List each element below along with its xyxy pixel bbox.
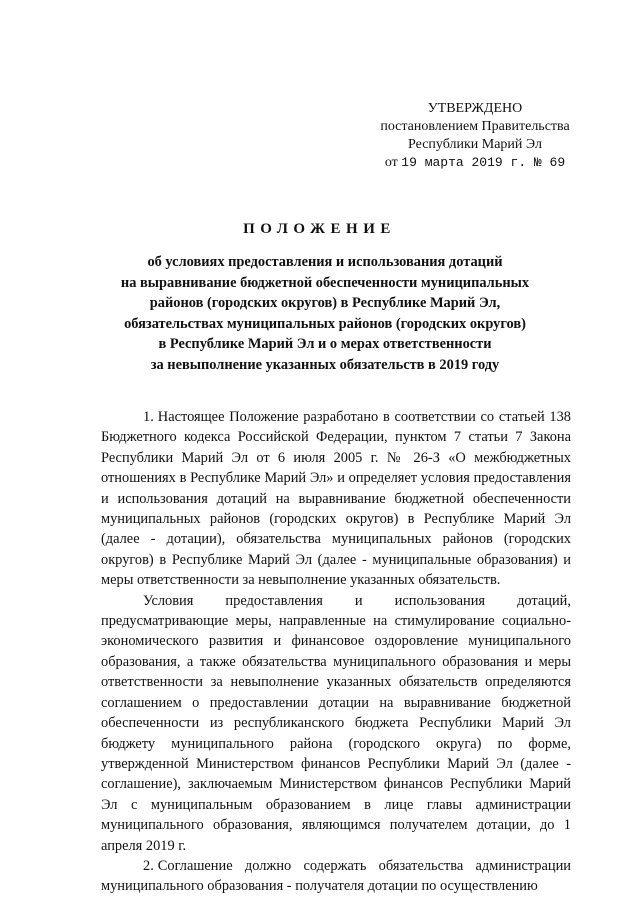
paragraph-text: Условия предоставления и использования дотаций, предусматривающие меры, направленные на стимулирование социально-экономического развития и финансовое оздоровление муниципального образования, а также обязательства муниципального образования и меры ответственности за невыполнение указанных обязательств определяются соглашением о предоставлении дотации на выравнивание бюджетной обеспеченности из республиканского бюджета Республики Марий Эл бюджету муниципального района (городского округа) по форме, утвержденной Министерством финансов Республики Марий Эл (далее - соглашение), заключаемым Министерством финансов Республики Марий Эл с муниципальным образованием в лице главы администрации муниципального образования, являющимся получателем дотации, до 1 апреля 2019 г. [101, 592, 571, 854]
approval-date-line [360, 154, 590, 172]
document-subtitle [100, 252, 550, 375]
approval-date-value: 19 марта 2019 г. № 69 [401, 155, 566, 170]
approval-region: Республики Марий Эл [408, 137, 542, 152]
paragraph [101, 591, 571, 856]
approval-issuer: постановлением Правительства [380, 119, 570, 134]
subtitle-line: в Республике Марий Эл и о мерах ответственности [158, 336, 492, 352]
approval-date-prefix: от [384, 155, 402, 170]
subtitle-line: на выравнивание бюджетной обеспеченности муниципальных [120, 274, 530, 291]
paragraph [101, 407, 571, 591]
document-body [101, 407, 571, 897]
paragraph-text: Соглашение должно содержать обязательства администрации муниципального образования - получателя дотации по осуществлению [101, 857, 571, 895]
subtitle-line: обязательствах муниципальных районов (городских округов) [124, 315, 526, 332]
paragraph [101, 856, 571, 897]
paragraph-text: Настоящее Положение разработано в соответствии со статьей 138 Бюджетного кодекса Российской Федерации, пунктом 7 статьи 7 Закона Республики Марий Эл от 6 июля 2005 г. № 26-З «О межбюджетных отношениях в Республике Марий Эл» и определяет условия предоставления и использования дотаций на выравнивание бюджетной обеспеченности муниципальных районов (городских округов) в Республике Марий Эл (далее - дотации), обязательства муниципальных районов (городских округов) в Республике Марий Эл (далее - муниципальные образования) и меры ответственности за невыполнение указанных обязательств. [101, 409, 571, 589]
subtitle-line: за невыполнение указанных обязательств в 2019 году [150, 356, 500, 373]
subtitle-line: об условиях предоставления и использования дотаций [147, 254, 503, 270]
approval-heading: УТВЕРЖДЕНО [427, 101, 523, 116]
document-title: ПОЛОЖЕНИЕ [243, 221, 396, 237]
paragraph-number: 2. [143, 857, 154, 874]
paragraph-number: 1. [143, 409, 154, 425]
approval-stamp [360, 100, 590, 172]
subtitle-line: районов (городских округов) в Республике Марий Эл, [149, 295, 501, 311]
